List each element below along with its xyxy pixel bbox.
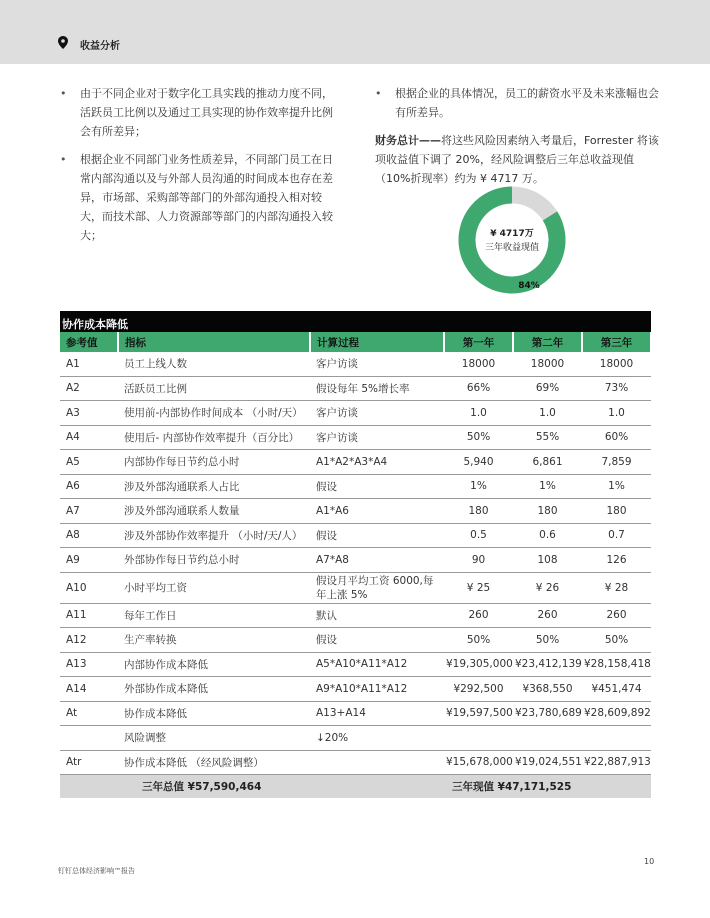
cell-year-3 — [582, 726, 651, 751]
table-row — [60, 603, 651, 628]
cell-year-3: 0.7 — [582, 523, 651, 548]
table-row — [60, 548, 651, 573]
cell-ref: A6 — [60, 474, 118, 499]
bullet-item: • 根据企业的具体情况，员工的薪资水平及未来涨幅也会有所差异。 — [375, 84, 660, 122]
cell-ref: Atr — [60, 750, 118, 775]
cell-metric: 内部协作每日节约总小时 — [118, 450, 310, 475]
cell-year-2: 69% — [513, 376, 582, 401]
header-metric: 指标 — [118, 332, 310, 352]
cell-ref: A9 — [60, 548, 118, 573]
cell-metric: 涉及外部沟通联系人占比 — [118, 474, 310, 499]
cell-year-1: 5,940 — [444, 450, 513, 475]
right-column — [375, 84, 660, 199]
cell-year-1: ¥292,500 — [444, 677, 513, 702]
financial-summary — [375, 131, 660, 188]
cell-calc: A9*A10*A11*A12 — [310, 677, 444, 702]
cell-calc: 客户访谈 — [310, 352, 444, 376]
cell-year-3: ¥22,887,913 — [582, 750, 651, 775]
total-present-value: 三年现值 ¥47,171,525 — [444, 775, 651, 799]
cell-calc: 假设 — [310, 474, 444, 499]
cell-year-2: 1% — [513, 474, 582, 499]
cell-metric: 外部协作成本降低 — [118, 677, 310, 702]
cell-year-1: 18000 — [444, 352, 513, 376]
cell-year-3: 60% — [582, 425, 651, 450]
table-title: 协作成本降低 — [60, 311, 651, 332]
table-row — [60, 376, 651, 401]
cell-year-3: 73% — [582, 376, 651, 401]
cell-year-3: 7,859 — [582, 450, 651, 475]
cell-ref: At — [60, 701, 118, 726]
cell-calc: 假设每年 5%增长率 — [310, 376, 444, 401]
cell-year-3: 18000 — [582, 352, 651, 376]
present-value-donut — [457, 185, 567, 295]
cell-year-2: 55% — [513, 425, 582, 450]
page-header — [0, 0, 710, 64]
cell-year-2: ¥19,024,551 — [513, 750, 582, 775]
table-header-row — [60, 332, 651, 352]
header-year-3: 第三年 — [582, 332, 651, 352]
table-row — [60, 499, 651, 524]
cell-year-1: 1% — [444, 474, 513, 499]
cell-calc: 客户访谈 — [310, 401, 444, 426]
cell-metric: 协作成本降低 （经风险调整） — [118, 750, 310, 775]
cell-calc: 假设 — [310, 628, 444, 653]
cell-calc: A13+A14 — [310, 701, 444, 726]
footer-report-name: 钉钉总体经济影响™报告 — [58, 867, 135, 875]
donut-value-label: ¥ 4717万 — [490, 229, 534, 239]
header-calc: 计算过程 — [310, 332, 444, 352]
cell-year-1: 260 — [444, 603, 513, 628]
cell-year-1: 180 — [444, 499, 513, 524]
cell-year-2: 260 — [513, 603, 582, 628]
page-number: 10 — [644, 857, 655, 866]
table-row — [60, 572, 651, 603]
cell-year-3: 260 — [582, 603, 651, 628]
cell-metric: 协作成本降低 — [118, 701, 310, 726]
cell-year-1 — [444, 726, 513, 751]
cell-metric: 涉及外部协作效率提升 （小时/天/人） — [118, 523, 310, 548]
cell-year-3: 180 — [582, 499, 651, 524]
total-spacer — [60, 775, 118, 799]
cell-year-3: 1.0 — [582, 401, 651, 426]
cell-metric: 风险调整 — [118, 726, 310, 751]
cell-year-3: ¥ 28 — [582, 572, 651, 603]
cell-year-1: 50% — [444, 628, 513, 653]
cell-year-1: 0.5 — [444, 523, 513, 548]
cell-year-2 — [513, 726, 582, 751]
header-ref: 参考值 — [60, 332, 118, 352]
cell-calc: A7*A8 — [310, 548, 444, 573]
cell-ref: A5 — [60, 450, 118, 475]
cell-ref: A4 — [60, 425, 118, 450]
cell-calc: 客户访谈 — [310, 425, 444, 450]
cell-ref: A2 — [60, 376, 118, 401]
donut-percent-label: 84% — [518, 281, 540, 291]
header-year-1: 第一年 — [444, 332, 513, 352]
cell-year-2: ¥23,780,689 — [513, 701, 582, 726]
table-row — [60, 474, 651, 499]
cell-year-3: 126 — [582, 548, 651, 573]
cell-calc: 假设 — [310, 523, 444, 548]
cell-year-2: 180 — [513, 499, 582, 524]
cell-calc: 默认 — [310, 603, 444, 628]
cell-ref — [60, 726, 118, 751]
cell-metric: 使用前-内部协作时间成本 （小时/天） — [118, 401, 310, 426]
cell-year-3: ¥28,609,892 — [582, 701, 651, 726]
cell-calc: 假设月平均工资 6000,每年上涨 5% — [310, 572, 444, 603]
cell-ref: A12 — [60, 628, 118, 653]
cell-year-3: ¥28,158,418 — [582, 652, 651, 677]
cell-year-2: 108 — [513, 548, 582, 573]
cell-year-3: ¥451,474 — [582, 677, 651, 702]
header-year-2: 第二年 — [513, 332, 582, 352]
cell-ref: A7 — [60, 499, 118, 524]
cell-metric: 涉及外部沟通联系人数量 — [118, 499, 310, 524]
summary-label: 财务总计—— — [375, 134, 441, 147]
left-bullet-list — [60, 84, 342, 245]
bullet-item: • 由于不同企业对于数字化工具实践的推动力度不同，活跃员工比例以及通过工具实现的协作效率提升比例会有所差异； — [60, 84, 342, 141]
cell-year-2: 6,861 — [513, 450, 582, 475]
cell-metric: 外部协作每日节约总小时 — [118, 548, 310, 573]
table-row — [60, 701, 651, 726]
cell-year-1: ¥19,305,000 — [444, 652, 513, 677]
cell-year-1: ¥19,597,500 — [444, 701, 513, 726]
cell-ref: A3 — [60, 401, 118, 426]
cell-metric: 员工上线人数 — [118, 352, 310, 376]
table-row — [60, 652, 651, 677]
left-column — [60, 84, 342, 254]
total-value: 三年总值 ¥57,590,464 — [118, 775, 444, 799]
cell-year-2: ¥23,412,139 — [513, 652, 582, 677]
cell-year-2: 50% — [513, 628, 582, 653]
summary-text: 将这些风险因素纳入考量后，Forrester 将该项收益值下调了 20%，经风险调整后三年总收益现值（10%折现率）约为 ¥ 4717 万。 — [375, 134, 659, 185]
cell-year-1: 66% — [444, 376, 513, 401]
cell-calc: ↓20% — [310, 726, 444, 751]
table-row — [60, 352, 651, 376]
right-bullet-list — [375, 84, 660, 122]
cell-year-1: ¥15,678,000 — [444, 750, 513, 775]
cell-ref: A11 — [60, 603, 118, 628]
table-row — [60, 677, 651, 702]
cell-year-2: 0.6 — [513, 523, 582, 548]
bullet-item: • 根据企业不同部门业务性质差异，不同部门员工在日常内部沟通以及与外部人员沟通的时间成本也存在差异，市场部、采购部等部门的外部沟通投入相对较大，而技术部、人力资源部等部门的内部沟通投入较大； — [60, 150, 342, 245]
cell-metric: 小时平均工资 — [118, 572, 310, 603]
cell-metric: 每年工作日 — [118, 603, 310, 628]
collaboration-cost-table — [60, 311, 651, 798]
cell-ref: A14 — [60, 677, 118, 702]
cell-ref: A8 — [60, 523, 118, 548]
cell-calc — [310, 750, 444, 775]
location-pin-icon — [58, 36, 68, 49]
section-title: 收益分析 — [80, 41, 120, 52]
cell-year-1: ¥ 25 — [444, 572, 513, 603]
cost-table — [60, 332, 652, 798]
cell-year-1: 1.0 — [444, 401, 513, 426]
table-row — [60, 628, 651, 653]
cell-year-2: 18000 — [513, 352, 582, 376]
cell-ref: A10 — [60, 572, 118, 603]
table-row — [60, 450, 651, 475]
cell-calc: A1*A6 — [310, 499, 444, 524]
table-row — [60, 750, 651, 775]
table-row — [60, 401, 651, 426]
cell-metric: 生产率转换 — [118, 628, 310, 653]
cell-year-3: 50% — [582, 628, 651, 653]
table-total-row — [60, 775, 651, 799]
table-row — [60, 523, 651, 548]
table-row — [60, 726, 651, 751]
table-row — [60, 425, 651, 450]
cell-year-3: 1% — [582, 474, 651, 499]
cell-year-1: 50% — [444, 425, 513, 450]
cell-year-2: 1.0 — [513, 401, 582, 426]
cell-year-2: ¥ 26 — [513, 572, 582, 603]
cell-ref: A13 — [60, 652, 118, 677]
cell-metric: 内部协作成本降低 — [118, 652, 310, 677]
cell-metric: 使用后- 内部协作效率提升（百分比） — [118, 425, 310, 450]
cell-ref: A1 — [60, 352, 118, 376]
cell-metric: 活跃员工比例 — [118, 376, 310, 401]
cell-year-1: 90 — [444, 548, 513, 573]
donut-caption: 三年收益现值 — [484, 243, 540, 253]
cell-year-2: ¥368,550 — [513, 677, 582, 702]
cell-calc: A1*A2*A3*A4 — [310, 450, 444, 475]
cell-calc: A5*A10*A11*A12 — [310, 652, 444, 677]
